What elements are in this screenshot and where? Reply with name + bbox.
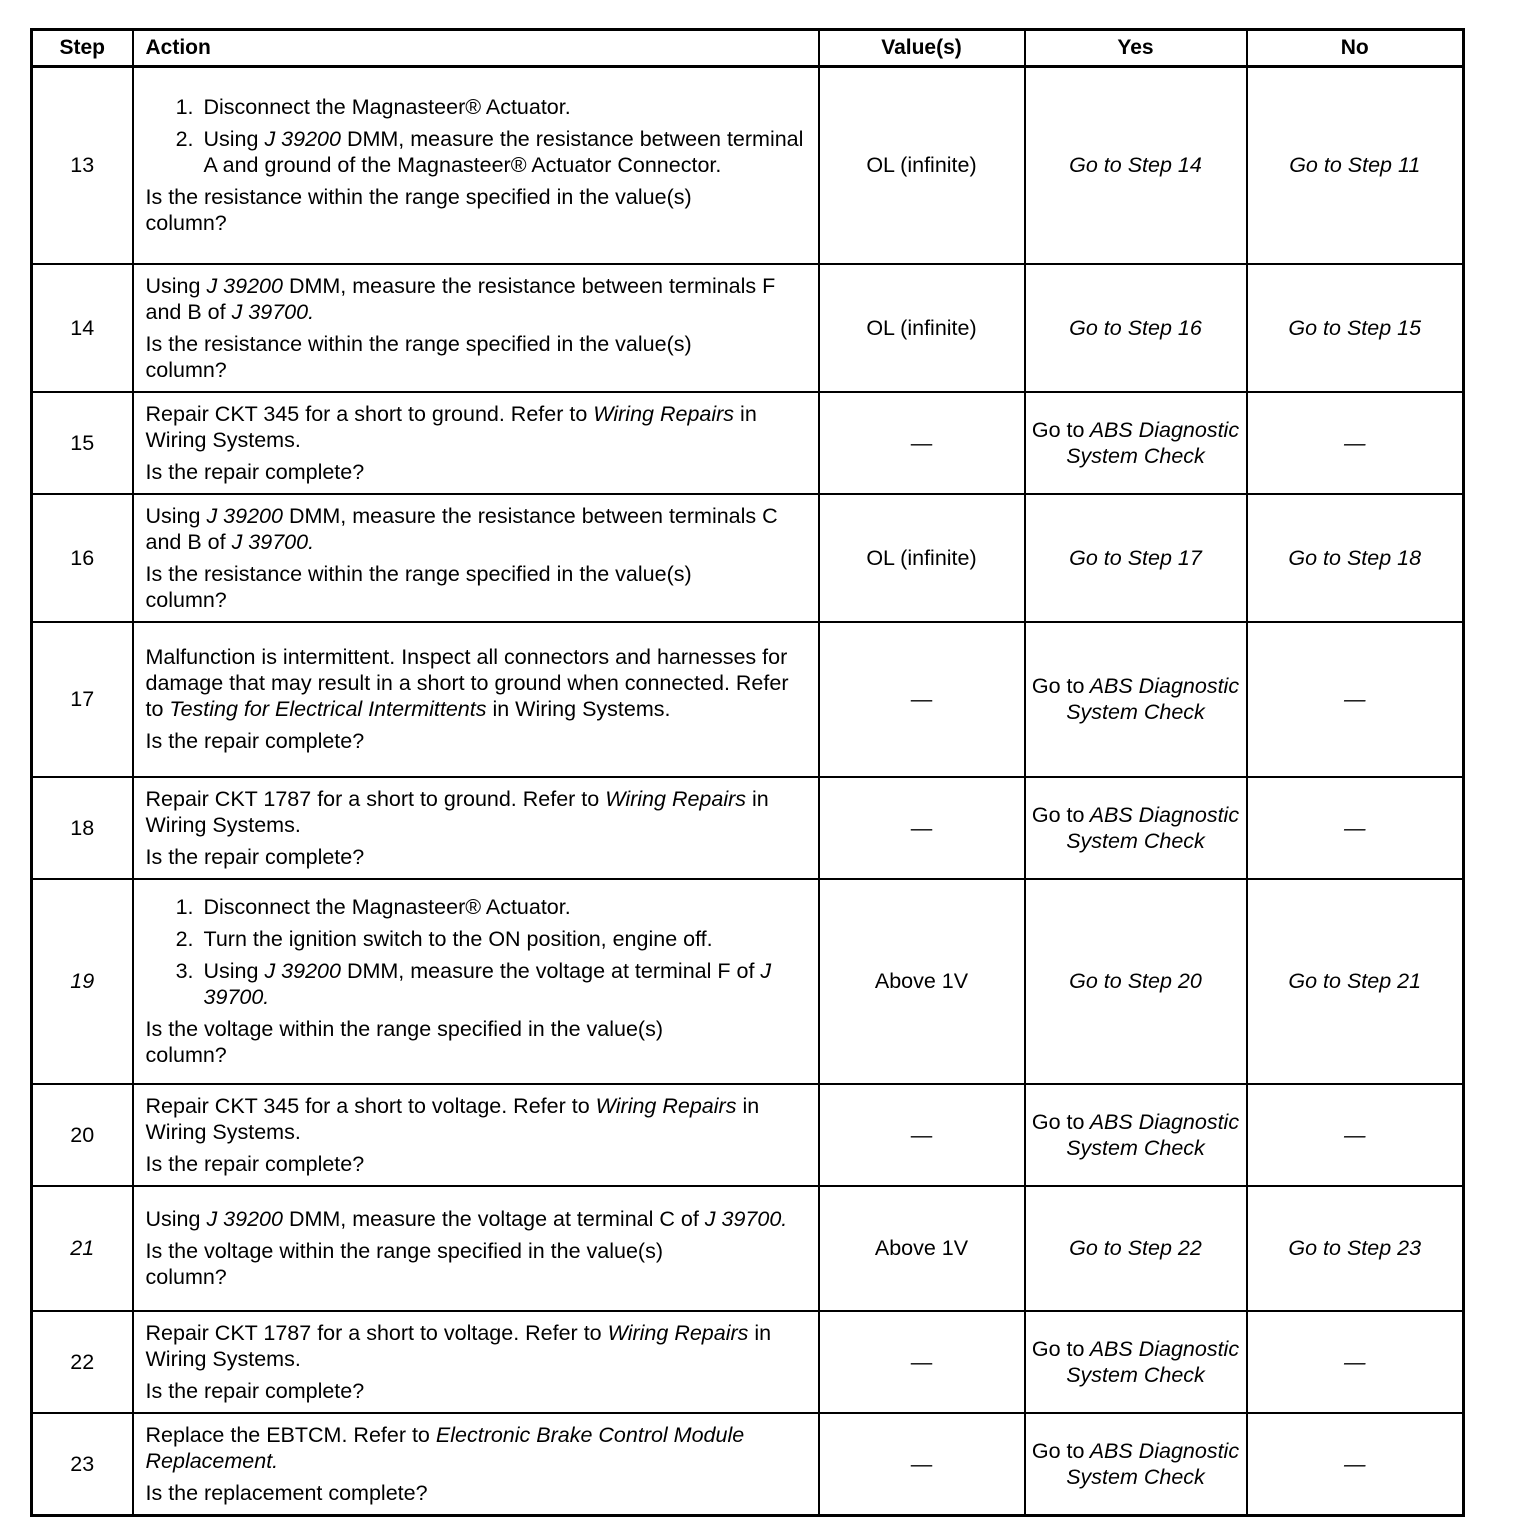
yes-cell: Go to Step 17: [1025, 494, 1247, 622]
table-row: [32, 1084, 1464, 1186]
yes-cell: Go to ABS Diagnostic System Check: [1025, 622, 1247, 777]
question: Is the replacement complete?: [145, 1480, 428, 1505]
header-step: Step: [32, 30, 133, 67]
yes-cell: Go to ABS Diagnostic System Check: [1025, 1413, 1247, 1516]
table-row: [32, 879, 1464, 1084]
value-cell: OL (infinite): [819, 67, 1025, 264]
table-row: [32, 622, 1464, 777]
no-cell: —: [1247, 622, 1464, 777]
action-cell: [133, 67, 819, 264]
question: Is the resistance within the range specified in the value(s) column?: [145, 561, 692, 612]
no-cell: —: [1247, 1311, 1464, 1413]
no-cell: Go to Step 11: [1247, 67, 1464, 264]
diagnostic-table: [30, 28, 1465, 1517]
action-cell: Repair CKT 1787 for a short to ground. Refer to Wiring Repairs in Wiring Systems. Is the repair complete?: [133, 777, 819, 879]
header-action: Action: [133, 30, 819, 67]
step-number: 20: [32, 1084, 133, 1186]
question: Is the repair complete?: [145, 729, 365, 753]
value-cell: Above 1V: [819, 879, 1025, 1084]
question: Is the repair complete?: [145, 459, 365, 484]
value-cell: —: [819, 392, 1025, 494]
sub-steps: [146, 894, 808, 1010]
step-number: 14: [32, 264, 133, 392]
question: Is the repair complete?: [145, 844, 365, 869]
header-no: No: [1247, 30, 1464, 67]
step-number: 18: [32, 777, 133, 879]
no-cell: —: [1247, 392, 1464, 494]
header-row: [32, 30, 1464, 67]
action-cell: [133, 879, 819, 1084]
value-cell: —: [819, 1084, 1025, 1186]
step-number: 16: [32, 494, 133, 622]
no-cell: Go to Step 18: [1247, 494, 1464, 622]
question: Is the resistance within the range specified in the value(s) column?: [145, 185, 692, 236]
sub-step: 3. Using J 39200 DMM, measure the voltage at terminal F of J 39700.: [200, 958, 808, 1010]
yes-cell: Go to ABS Diagnostic System Check: [1025, 392, 1247, 494]
value-cell: —: [819, 777, 1025, 879]
no-cell: Go to Step 21: [1247, 879, 1464, 1084]
action-cell: Using J 39200 DMM, measure the resistance between terminals F and B of J 39700. Is the resistance within the range specified in the value(s) column?: [133, 264, 819, 392]
table-row: [32, 392, 1464, 494]
value-cell: —: [819, 1413, 1025, 1516]
step-number: 23: [32, 1413, 133, 1516]
table-row: [32, 494, 1464, 622]
yes-cell: Go to Step 16: [1025, 264, 1247, 392]
yes-cell: Go to Step 22: [1025, 1186, 1247, 1311]
step-number: 13: [32, 67, 133, 264]
step-number: 15: [32, 392, 133, 494]
question: Is the repair complete?: [145, 1378, 365, 1403]
no-cell: Go to Step 15: [1247, 264, 1464, 392]
table-row: [32, 1413, 1464, 1516]
header-yes: Yes: [1025, 30, 1247, 67]
value-cell: OL (infinite): [819, 494, 1025, 622]
yes-cell: Go to ABS Diagnostic System Check: [1025, 1311, 1247, 1413]
table-row: [32, 777, 1464, 879]
table-row: [32, 67, 1464, 264]
action-cell: Malfunction is intermittent. Inspect all connectors and harnesses for damage that may result in a short to ground when connected. Refer to Testing for Electrical Intermittents in Wiring Systems. Is the repair complete?: [133, 622, 819, 777]
step-number: 17: [32, 622, 133, 777]
action-cell: Repair CKT 1787 for a short to voltage. Refer to Wiring Repairs in Wiring Systems. Is the repair complete?: [133, 1311, 819, 1413]
step-number: 22: [32, 1311, 133, 1413]
step-number: 21: [32, 1186, 133, 1311]
sub-step: 2. Using J 39200 DMM, measure the resistance between terminal A and ground of the Magnasteer® Actuator Connector.: [200, 126, 808, 178]
action-cell: Using J 39200 DMM, measure the resistance between terminals C and B of J 39700. Is the resistance within the range specified in the value(s) column?: [133, 494, 819, 622]
yes-cell: Go to ABS Diagnostic System Check: [1025, 777, 1247, 879]
action-cell: Replace the EBTCM. Refer to Electronic Brake Control Module Replacement. Is the replacement complete?: [133, 1413, 819, 1516]
value-cell: —: [819, 622, 1025, 777]
action-cell: Using J 39200 DMM, measure the voltage at terminal C of J 39700. Is the voltage within the range specified in the value(s) column?: [133, 1186, 819, 1311]
action-cell: Repair CKT 345 for a short to voltage. Refer to Wiring Repairs in Wiring Systems. Is the repair complete?: [133, 1084, 819, 1186]
question: Is the resistance within the range specified in the value(s) column?: [145, 331, 692, 382]
no-cell: —: [1247, 777, 1464, 879]
action-cell: Repair CKT 345 for a short to ground. Refer to Wiring Repairs in Wiring Systems. Is the repair complete?: [133, 392, 819, 494]
question: Is the repair complete?: [145, 1151, 365, 1176]
header-values: Value(s): [819, 30, 1025, 67]
no-cell: —: [1247, 1413, 1464, 1516]
value-cell: OL (infinite): [819, 264, 1025, 392]
sub-steps: [146, 94, 808, 178]
value-cell: Above 1V: [819, 1186, 1025, 1311]
no-cell: —: [1247, 1084, 1464, 1186]
no-cell: Go to Step 23: [1247, 1186, 1464, 1311]
sub-step: 1. Disconnect the Magnasteer® Actuator.: [200, 94, 808, 120]
table-row: [32, 264, 1464, 392]
yes-cell: Go to Step 14: [1025, 67, 1247, 264]
table-row: [32, 1186, 1464, 1311]
sub-step: 1. Disconnect the Magnasteer® Actuator.: [200, 894, 808, 920]
sub-step: 2. Turn the ignition switch to the ON position, engine off.: [200, 926, 808, 952]
question: Is the voltage within the range specified in the value(s) column?: [145, 1017, 663, 1067]
yes-cell: Go to Step 20: [1025, 879, 1247, 1084]
question: Is the voltage within the range specified in the value(s) column?: [145, 1239, 663, 1289]
yes-cell: Go to ABS Diagnostic System Check: [1025, 1084, 1247, 1186]
step-number: 19: [32, 879, 133, 1084]
value-cell: —: [819, 1311, 1025, 1413]
table-row: [32, 1311, 1464, 1413]
